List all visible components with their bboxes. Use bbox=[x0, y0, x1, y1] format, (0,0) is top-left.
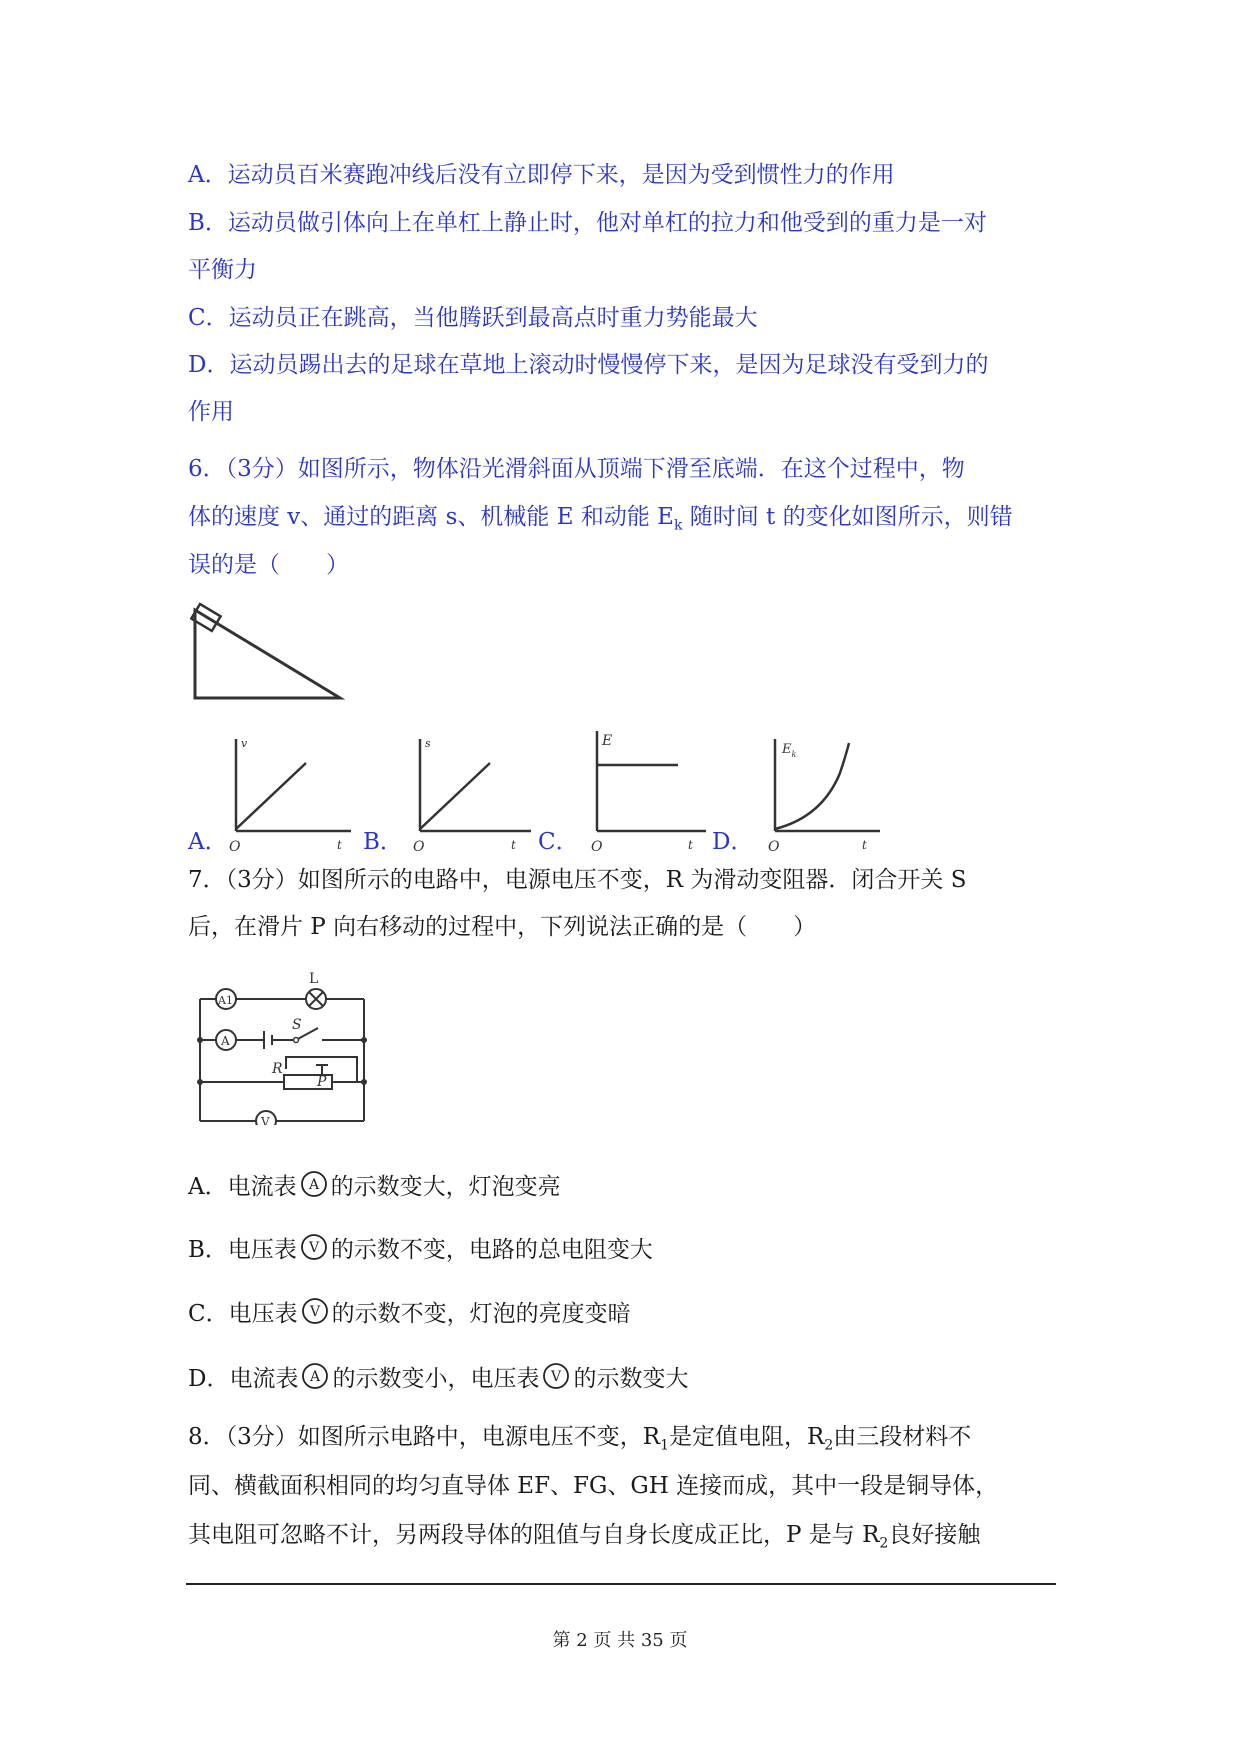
graph-d-origin: O bbox=[768, 839, 780, 853]
q6-graph-b bbox=[363, 725, 533, 853]
q6-stem-line2: 体的速度 v、通过的距离 s、机械能 E 和动能 $E_k$ 随时间 t 的变化如图所示，则错 bbox=[188, 504, 1013, 534]
svg-text:V: V bbox=[309, 1304, 320, 1320]
q7-stem-line2: 后，在滑片 P 向右移动的过程中，下列说法正确的是（ ） bbox=[188, 914, 817, 940]
q6-graph-d bbox=[712, 725, 882, 853]
graph-b-x-label: t bbox=[511, 838, 516, 852]
graph-a-x-label: t bbox=[337, 838, 342, 852]
q5-option-b: B．运动员做引体向上在单杠上静止时，他对单杠的拉力和他受到的重力是一对 bbox=[188, 210, 987, 236]
q7-option-d: D．电流表 A 的示数变小，电压表 V 的示数变大 bbox=[188, 1362, 1068, 1396]
circuit-lamp-label: L bbox=[309, 971, 319, 987]
q7-stem-line1: 7．（3分）如图所示的电路中，电源电压不变，R 为滑动变阻器．闭合开关 S bbox=[188, 867, 967, 893]
q5-option-a: A．运动员百米赛跑冲线后没有立即停下来，是因为受到惯性力的作用 bbox=[188, 162, 895, 188]
q5-option-b-cont: 平衡力 bbox=[188, 257, 257, 283]
circuit-a-meter-label: A bbox=[221, 1034, 230, 1048]
ammeter-icon bbox=[300, 1170, 328, 1198]
svg-text:A: A bbox=[308, 1177, 319, 1193]
q5-option-d-cont: 作用 bbox=[188, 399, 234, 425]
graph-c-label: C． bbox=[538, 829, 579, 855]
incline-figure bbox=[190, 600, 350, 705]
graph-b-y-label: s bbox=[425, 737, 431, 750]
graph-b-label: B． bbox=[363, 829, 403, 855]
q8-stem-line1: 8．（3分）如图所示电路中，电源电压不变，$R_1$是定值电阻，$R_2$由三段材料不 bbox=[188, 1424, 972, 1454]
svg-text:V: V bbox=[308, 1240, 319, 1256]
q7-option-c: C．电压表 V 的示数不变，灯泡的亮度变暗 bbox=[188, 1297, 1068, 1331]
voltmeter-icon bbox=[301, 1297, 329, 1325]
q8-stem-line3: 其电阻可忽略不计，另两段导体的阻值与自身长度成正比，P 是与 $R_2$良好接触 bbox=[188, 1522, 981, 1552]
page-number: 第 2 页 共 35 页 bbox=[552, 1630, 688, 1651]
q6-stem-line1: 6．（3分）如图所示，物体沿光滑斜面从顶端下滑至底端．在这个过程中，物 bbox=[188, 456, 965, 482]
circuit-v-meter-label: V bbox=[261, 1115, 270, 1125]
q6-stem-line3: 误的是（ ） bbox=[188, 552, 349, 578]
graph-a-y-label: v bbox=[241, 737, 248, 750]
ammeter-icon bbox=[301, 1362, 329, 1390]
circuit-a1-meter-label: A1 bbox=[218, 994, 233, 1007]
svg-text:V: V bbox=[551, 1369, 562, 1385]
circuit-slider-label: P bbox=[317, 1074, 327, 1090]
circuit-rheostat-label: R bbox=[272, 1061, 283, 1077]
q6-graph-a bbox=[188, 725, 358, 853]
graph-c-origin: O bbox=[591, 839, 603, 853]
q7-circuit-diagram bbox=[192, 965, 372, 1125]
graph-b-origin: O bbox=[413, 839, 425, 853]
graph-d-x-label: t bbox=[862, 838, 867, 852]
q8-stem-line2: 同、横截面积相同的均匀直导体 EF、FG、GH 连接而成，其中一段是铜导体， bbox=[188, 1473, 999, 1499]
svg-text:A: A bbox=[310, 1369, 321, 1385]
q5-option-c: C．运动员正在跳高，当他腾跃到最高点时重力势能最大 bbox=[188, 305, 758, 331]
q6-graph-c bbox=[538, 725, 708, 853]
circuit-switch-label: S bbox=[292, 1017, 302, 1033]
graph-a-origin: O bbox=[229, 839, 241, 853]
q7-option-a: A．电流表 A 的示数变大，灯泡变亮 bbox=[188, 1170, 1068, 1204]
voltmeter-icon bbox=[542, 1362, 570, 1390]
graph-d-y-label: $E_k$ bbox=[782, 742, 797, 759]
graph-d-label: D． bbox=[712, 829, 754, 855]
q5-option-d: D．运动员踢出去的足球在草地上滚动时慢慢停下来，是因为足球没有受到力的 bbox=[188, 352, 989, 378]
footer-divider bbox=[186, 1583, 1056, 1585]
graph-a-label: A． bbox=[188, 829, 228, 855]
graph-c-x-label: t bbox=[688, 838, 693, 852]
q7-option-b: B．电压表 V 的示数不变，电路的总电阻变大 bbox=[188, 1233, 1068, 1267]
graph-c-y-label: E bbox=[602, 733, 613, 749]
voltmeter-icon bbox=[300, 1233, 328, 1261]
